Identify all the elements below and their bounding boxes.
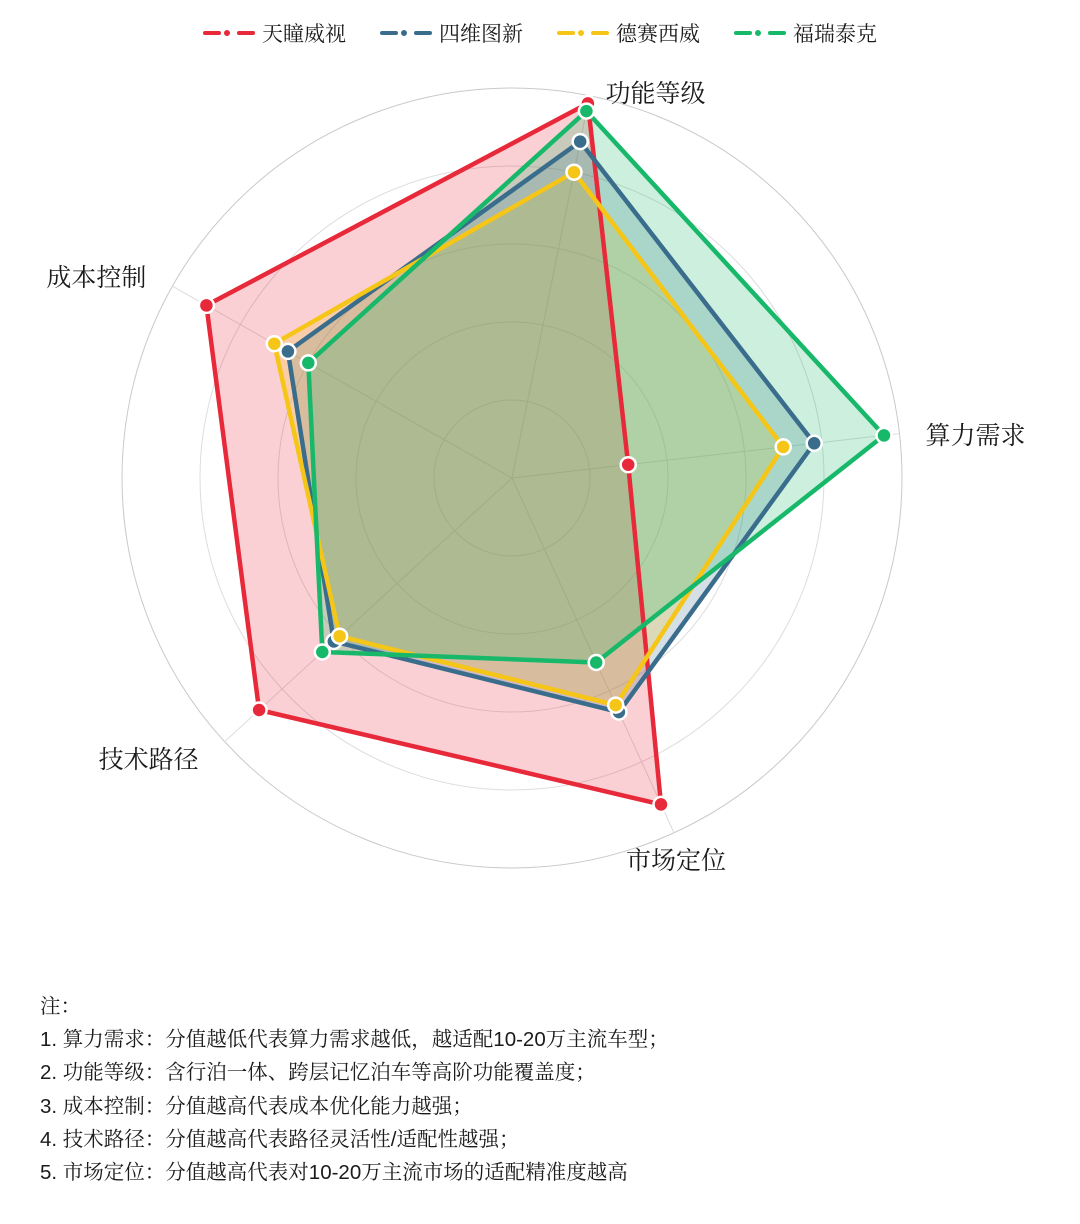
notes-line-1: 1. 算力需求：分值越低代表算力需求越低，越适配10-20万主流车型； xyxy=(40,1028,669,1052)
series-point[interactable] xyxy=(267,336,282,351)
notes-line-2: 2. 功能等级：含行泊一体、跨层记忆泊车等高阶功能覆盖度； xyxy=(40,1061,596,1085)
axis-label-1: 功能等级 xyxy=(605,79,706,108)
chart-notes xyxy=(40,990,1040,1189)
legend-item-label: 德赛西威 xyxy=(616,23,700,46)
series-point[interactable] xyxy=(301,355,316,370)
series-point[interactable] xyxy=(621,457,636,472)
legend-item-1[interactable] xyxy=(203,18,346,48)
series-point[interactable] xyxy=(199,298,214,313)
legend-item-4[interactable] xyxy=(734,18,877,48)
legend-marker-icon xyxy=(557,26,609,40)
legend-item-3[interactable] xyxy=(557,18,700,48)
axis-label-3: 市场定位 xyxy=(625,846,726,875)
series-point[interactable] xyxy=(807,436,822,451)
series-point[interactable] xyxy=(877,428,892,443)
legend-marker-icon xyxy=(734,26,786,40)
axis-label-2: 算力需求 xyxy=(925,421,1026,450)
notes-line-4: 4. 技术路径：分值越高代表路径灵活性/适配性越强； xyxy=(40,1127,520,1151)
radar-chart xyxy=(0,46,1080,966)
axis-label-4: 技术路径 xyxy=(98,745,199,774)
legend-item-2[interactable] xyxy=(380,18,523,48)
legend-item-label: 天瞳威视 xyxy=(262,23,346,46)
series-point[interactable] xyxy=(315,645,330,660)
legend-item-label: 福瑞泰克 xyxy=(793,23,877,46)
series-point[interactable] xyxy=(252,703,267,718)
axis-label-5: 成本控制 xyxy=(46,264,147,293)
series-point[interactable] xyxy=(589,655,604,670)
legend-item-label: 四维图新 xyxy=(439,23,523,46)
notes-title: 注： xyxy=(40,995,81,1018)
notes-line-5: 5. 市场定位：分值越高代表对10-20万主流市场的适配精准度越高 xyxy=(40,1161,628,1185)
series-point[interactable] xyxy=(573,134,588,149)
series-point[interactable] xyxy=(579,104,594,119)
legend-marker-icon xyxy=(203,26,255,40)
radar-chart-svg xyxy=(0,46,1080,966)
series-point[interactable] xyxy=(654,797,669,812)
notes-line-3: 3. 成本控制：分值越高代表成本优化能力越强； xyxy=(40,1094,473,1118)
legend-marker-icon xyxy=(380,26,432,40)
series-point[interactable] xyxy=(332,629,347,644)
series-point[interactable] xyxy=(608,698,623,713)
chart-legend xyxy=(0,18,1080,48)
series-point[interactable] xyxy=(776,439,791,454)
series-point[interactable] xyxy=(567,165,582,180)
